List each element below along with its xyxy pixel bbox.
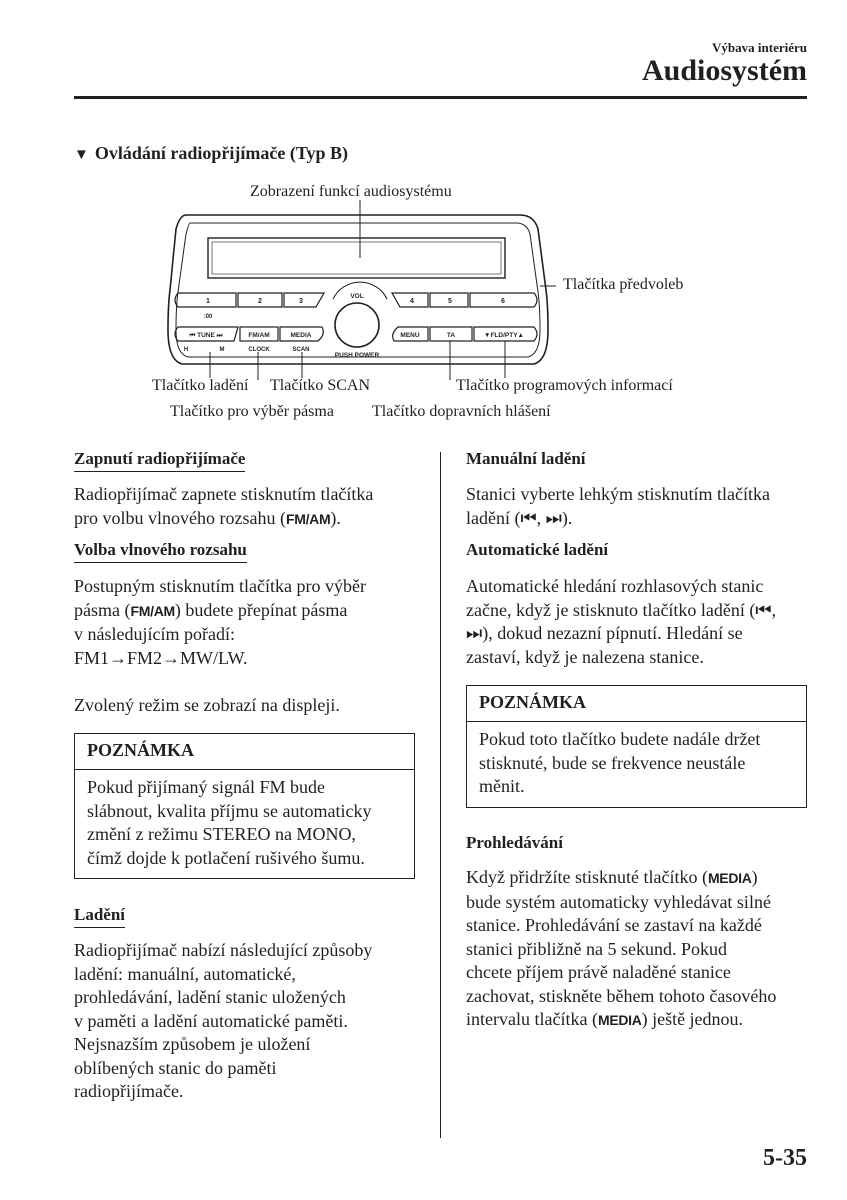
heading-manual-tuning: Manuální ladění	[466, 449, 586, 468]
text-line: Pokud toto tlačítko budete nadále držet	[479, 729, 761, 749]
callout-presets: Tlačítka předvoleb	[563, 276, 684, 293]
note-body	[75, 770, 414, 878]
tune-label: ⏮ TUNE ⏭	[189, 332, 223, 339]
heading-radio-on: Zapnutí radiopřijímače	[74, 449, 245, 472]
para-band-select	[74, 575, 424, 670]
menu-label: MENU	[400, 332, 420, 339]
para-display-mode: Zvolený režim se zobrazí na displeji.	[74, 695, 340, 715]
preset-label-2: 2	[258, 298, 262, 305]
text-line: čímž dojde k potlačení rušivého šumu.	[87, 847, 365, 868]
media-button-ref: MEDIA	[707, 870, 752, 886]
fm-am-label: FM/AM	[248, 332, 270, 339]
section-title	[74, 143, 348, 164]
text-line: Automatické hledání rozhlasových stanic	[466, 576, 764, 596]
text-line: stanici přibližně na 5 sekund. Pokud	[466, 938, 727, 959]
text-line: zastaví, když je nalezena stanice.	[466, 646, 704, 667]
heading-auto-tuning: Automatické ladění	[466, 540, 609, 559]
heading-tuning: Ladění	[74, 905, 125, 928]
callout-pty: Tlačítko programových informací	[456, 377, 673, 394]
text-line	[466, 866, 811, 891]
media-button-ref: MEDIA	[597, 1012, 642, 1028]
text-line: Postupným stisknutím tlačítka pro výběr	[74, 576, 366, 596]
text-line: slábnout, kvalita příjmu se automaticky	[87, 800, 372, 821]
text-line: Nejsnazším způsobem je uložení	[74, 1034, 311, 1054]
text-line: změní z režimu STEREO na MONO,	[87, 824, 356, 844]
media-label: MEDIA	[290, 332, 312, 339]
para-scan	[466, 866, 811, 1033]
text-span: Když přidržíte stisknuté tlačítko (	[466, 867, 708, 887]
text-line: ladění: manuální, automatické,	[74, 963, 296, 984]
page-title: Audiosystém	[641, 54, 807, 87]
text-line	[74, 507, 424, 532]
text-line: Radiopřijímač nabízí následující způsoby	[74, 940, 373, 960]
note-heading: POZNÁMKA	[467, 686, 806, 722]
scan-label: SCAN	[292, 347, 310, 353]
push-power-label: PUSH POWER	[334, 352, 380, 359]
column-divider	[440, 452, 441, 1138]
tune-h-label: H	[183, 347, 189, 353]
text-span: ).	[330, 507, 341, 528]
preset-label-1: 1	[206, 298, 210, 305]
clock-label: CLOCK	[248, 347, 270, 353]
text-line: v paměti a ladění automatické paměti.	[74, 1010, 348, 1031]
text-line: Radiopřijímač zapnete stisknutím tlačítka	[74, 484, 374, 504]
text-line: radiopřijímače.	[74, 1081, 184, 1101]
text-line: bude systém automaticky vyhledávat silné	[466, 891, 771, 912]
text-span: pásma (	[74, 599, 131, 620]
text-line: oblíbených stanic do paměti	[74, 1057, 277, 1078]
text-line: prohledávání, ladění stanic uložených	[74, 987, 346, 1007]
vol-label: VOL	[350, 293, 364, 300]
text-span: pro volbu vlnového rozsahu (	[74, 507, 286, 528]
text-span: ) budete přepínat pásma	[174, 599, 348, 620]
text-span: ) ještě jednou.	[641, 1009, 744, 1029]
note-box-hold	[466, 685, 807, 808]
callout-tuning: Tlačítko ladění	[152, 377, 249, 394]
note-box-fm	[74, 733, 415, 879]
text-line: stanice. Prohledávání se zastaví na každé	[466, 915, 762, 935]
section-title-text: Ovládání radiopřijímače (Typ B)	[94, 143, 349, 163]
text-line: ladění (⏮, ⏭).	[466, 507, 573, 528]
text-line: chcete příjem právě naladěné stanice	[466, 962, 731, 982]
clock-sub-label: :00	[203, 314, 213, 320]
text-line: Stanici vyberte lehkým stisknutím tlačítka	[466, 484, 770, 504]
fm-am-button-ref: FM/AM	[285, 510, 331, 527]
note-body	[467, 722, 806, 807]
display-window	[208, 238, 505, 278]
fld-pty-label: ▼FLD/PTY▲	[484, 332, 524, 339]
heading-scan: Prohledávání	[466, 833, 563, 852]
text-span: )	[751, 867, 758, 887]
callout-band: Tlačítko pro výběr pásma	[170, 403, 334, 420]
page-number: 5-35	[763, 1145, 807, 1171]
text-line: ⏭), dokud nezazní pípnutí. Hledání se	[466, 623, 743, 643]
chapter-section-label: Výbava interiéru	[712, 40, 807, 55]
text-line: měnit.	[479, 776, 525, 796]
text-line	[466, 1008, 811, 1033]
preset-button-3	[284, 293, 324, 307]
radio-panel-figure	[160, 200, 560, 380]
text-line: začne, když je stisknuto tlačítko ladění (⏮,	[466, 599, 777, 620]
text-line: stisknuté, bude se frekvence neustále	[479, 752, 746, 773]
callout-ta: Tlačítko dopravních hlášení	[372, 403, 551, 420]
header-rule	[74, 96, 807, 99]
text-line: Pokud přijímaný signál FM bude	[87, 777, 325, 797]
band-order: FM1→FM2→MW/LW.	[74, 647, 248, 668]
para-tuning	[74, 939, 434, 1104]
ta-label: TA	[446, 332, 456, 339]
volume-knob	[335, 303, 379, 347]
para-manual-tuning	[466, 483, 811, 530]
tune-m-label: M	[219, 347, 225, 353]
text-line: v následujícím pořadí:	[74, 624, 235, 644]
preset-label-4: 4	[410, 298, 414, 305]
fm-am-button-ref: FM/AM	[130, 602, 175, 619]
down-triangle-icon: ▼	[74, 147, 89, 163]
preset-label-3: 3	[299, 298, 303, 305]
text-line: zachovat, stiskněte během tohoto časového	[466, 985, 777, 1006]
preset-label-5: 5	[448, 298, 452, 305]
callout-display: Zobrazení funkcí audiosystému	[250, 183, 452, 200]
text-line	[74, 599, 424, 624]
heading-band-select: Volba vlnového rozsahu	[74, 540, 247, 563]
callout-scan: Tlačítko SCAN	[270, 377, 370, 394]
preset-label-6: 6	[501, 298, 505, 305]
para-auto-tuning	[466, 575, 811, 669]
para-radio-on	[74, 483, 424, 531]
note-heading: POZNÁMKA	[75, 734, 414, 770]
text-span: intervalu tlačítka (	[466, 1009, 598, 1029]
